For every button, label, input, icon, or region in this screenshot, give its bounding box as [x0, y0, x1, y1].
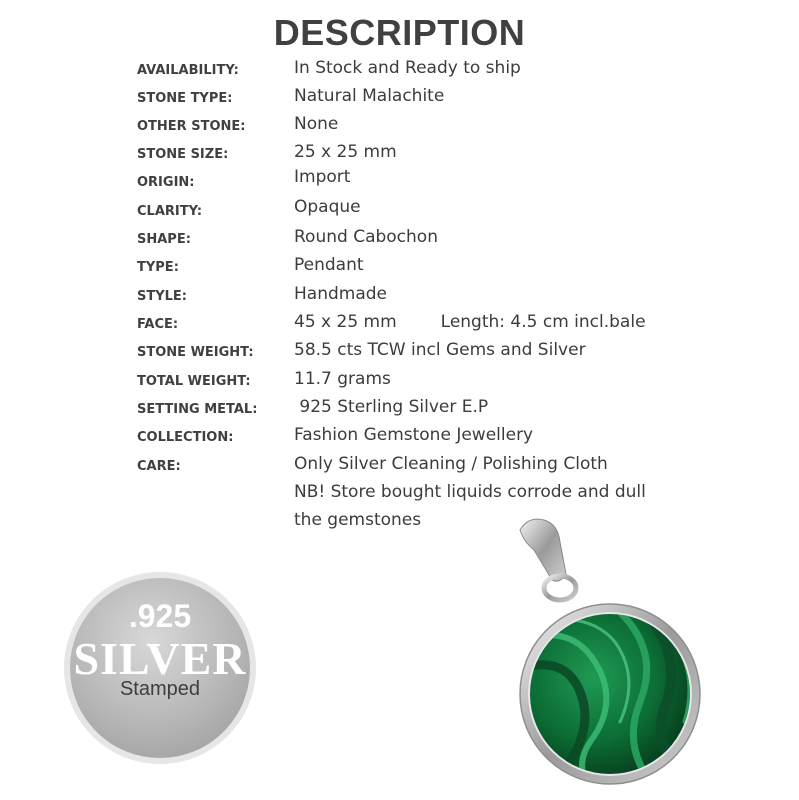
spec-row-setting-metal [137, 397, 757, 421]
spec-row-stone-type [137, 86, 757, 110]
spec-value [294, 312, 646, 332]
spec-row-availability [137, 58, 757, 82]
spec-row-style [137, 284, 757, 308]
spec-label: STONE SIZE: [137, 147, 229, 162]
spec-row-clarity [137, 199, 757, 223]
spec-value: 925 Sterling Silver E.P [294, 397, 489, 417]
spec-row-collection [137, 425, 757, 449]
spec-row-type [137, 255, 757, 279]
spec-label: COLLECTION: [137, 430, 234, 445]
spec-value: None [294, 114, 339, 134]
spec-value: Only Silver Cleaning / Polishing Cloth [294, 454, 608, 474]
pendant-icon [500, 512, 730, 787]
spec-value: In Stock and Ready to ship [294, 58, 521, 78]
badge-number: .925 [128, 598, 192, 634]
spec-label: CARE: [137, 459, 181, 474]
spec-label: TYPE: [137, 260, 179, 275]
spec-label: SHAPE: [137, 232, 191, 247]
face-size: 45 x 25 mm [294, 312, 397, 332]
spec-value: 11.7 grams [294, 369, 391, 389]
spec-label: STYLE: [137, 289, 188, 304]
malachite-pendant-image [500, 512, 730, 792]
spec-value: Natural Malachite [294, 86, 445, 106]
spec-label: ORIGIN: [137, 175, 195, 190]
spec-value: Round Cabochon [294, 227, 438, 247]
spec-value: Import [294, 167, 351, 187]
spec-label: STONE TYPE: [137, 91, 233, 106]
spec-row-care [137, 454, 757, 478]
spec-row-stone-weight [137, 340, 757, 364]
spec-value: 25 x 25 mm [294, 142, 397, 162]
silver-stamp-badge [48, 570, 272, 766]
badge-sub-text: Stamped [119, 678, 201, 700]
spec-label: TOTAL WEIGHT: [137, 374, 251, 389]
spec-value: Pendant [294, 255, 364, 275]
spec-label: CLARITY: [137, 204, 203, 219]
spec-row-stone-size [137, 142, 757, 166]
spec-value: Fashion Gemstone Jewellery [294, 425, 534, 445]
spec-row-face [137, 312, 757, 336]
spec-row-origin [137, 167, 757, 194]
spec-value: 58.5 cts TCW incl Gems and Silver [294, 340, 586, 360]
spec-label: STONE WEIGHT: [137, 345, 254, 360]
badge-main-text: SILVER [73, 633, 247, 684]
spec-label: OTHER STONE: [137, 119, 246, 134]
spec-label: FACE: [137, 317, 179, 332]
care-note-line-1: NB! Store bought liquids corrode and dull [294, 482, 646, 502]
face-length: Length: 4.5 cm incl.bale [440, 312, 646, 332]
spec-value: Handmade [294, 284, 387, 304]
page-title: DESCRIPTION [273, 12, 526, 53]
spec-row-other-stone [137, 114, 757, 138]
care-note-line-2: the gemstones [294, 510, 422, 530]
spec-row-total-weight [137, 369, 757, 393]
spec-label: SETTING METAL: [137, 402, 258, 417]
spec-value: Opaque [294, 197, 361, 217]
spec-label: AVAILABILITY: [137, 63, 239, 78]
spec-row-shape [137, 227, 757, 251]
